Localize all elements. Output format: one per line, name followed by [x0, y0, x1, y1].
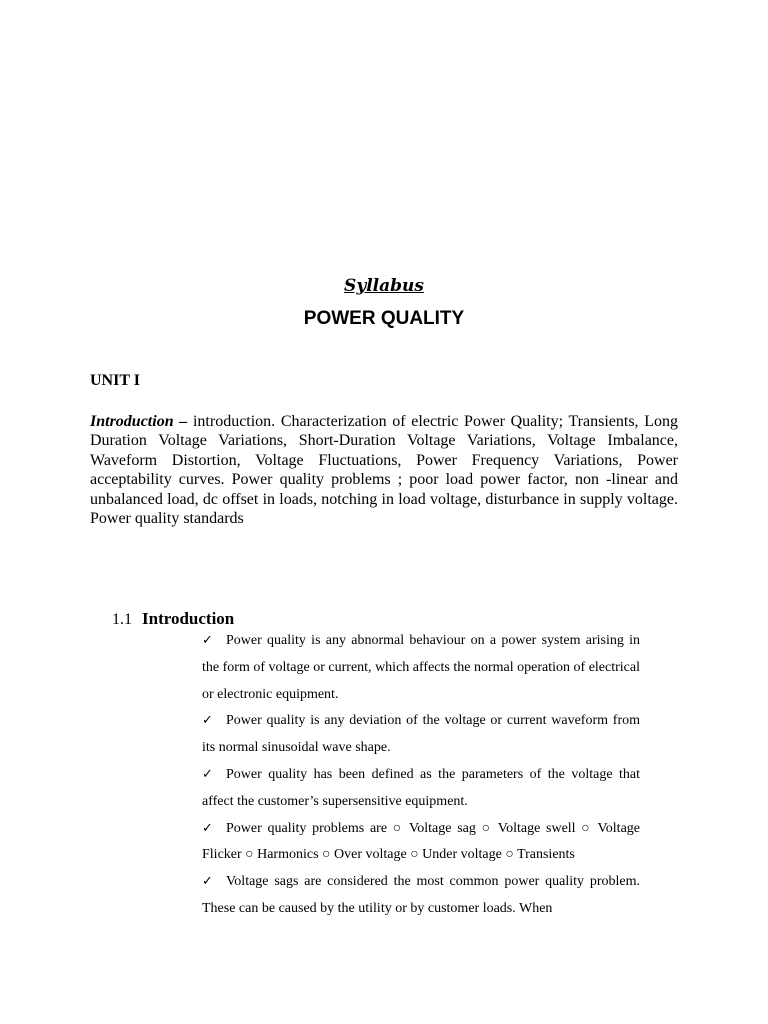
bullet-item	[202, 762, 640, 816]
unit-description-lead: Introduction –	[90, 413, 188, 430]
bullet-item	[202, 628, 640, 708]
unit-heading: UNIT I	[90, 372, 140, 389]
checkmark-icon: ✓	[202, 874, 213, 890]
checkmark-icon: ✓	[202, 713, 213, 729]
section-number: 1.1	[112, 611, 132, 628]
bullet-item	[202, 816, 640, 870]
bullet-text: Power quality has been defined as the parameters of the voltage that affect the customer’s supersensitive equipment.	[202, 766, 640, 809]
bullet-text: Power quality problems are ○ Voltage sag ○ Voltage swell ○ Voltage Flicker ○ Harmonics ○ Over voltage ○ Under voltage ○ Transients	[202, 820, 640, 863]
bullet-list	[202, 628, 640, 923]
bullet-text: Power quality is any deviation of the voltage or current waveform from its normal sinusoidal wave shape.	[202, 713, 640, 756]
section-heading	[112, 609, 234, 629]
unit-description-text: introduction. Characterization of electric Power Quality; Transients, Long Duration Voltage Variations, Short-Duration Voltage Variations, Voltage Imbalance, Waveform Distortion, Voltage Fluctuations, Power Frequency Variations, Power acceptability curves. Power quality problems ; poor load power factor, non -linear and unbalanced load, dc offset in loads, notching in load voltage, disturbance in supply voltage. Power quality standards	[90, 413, 678, 528]
bullet-item	[202, 869, 640, 923]
bullet-text: Power quality is any abnormal behaviour on a power system arising in the form of voltage or current, which affects the normal operation of electrical or electronic equipment.	[202, 633, 640, 702]
unit-description	[90, 412, 678, 528]
checkmark-icon: ✓	[202, 766, 213, 782]
checkmark-icon: ✓	[202, 633, 213, 648]
bullet-item	[202, 708, 640, 762]
course-title: POWER QUALITY	[303, 308, 465, 329]
bullet-text: Voltage sags are considered the most common power quality problem. These can be caused by the utility or by customer loads. When	[202, 874, 640, 916]
checkmark-icon: ✓	[202, 820, 213, 836]
syllabus-title: Syllabus	[344, 276, 424, 296]
section-title: Introduction	[142, 609, 235, 628]
